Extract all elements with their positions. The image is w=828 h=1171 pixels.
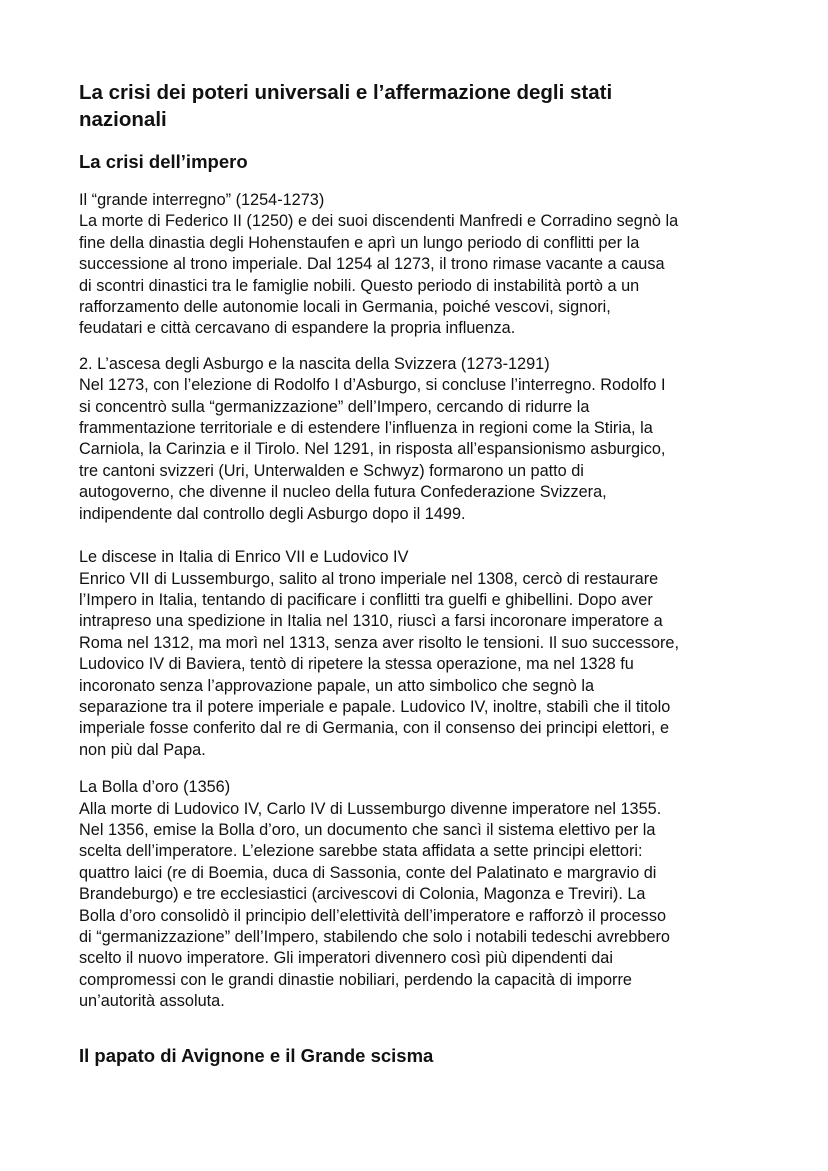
paragraph-line: tre cantoni svizzeri (Uri, Unterwalden e Schwyz) formarono un patto di <box>79 461 584 480</box>
paragraph-line: non più dal Papa. <box>79 740 206 759</box>
title-line: La crisi dei poteri universali e l’affermazione degli stati <box>79 81 613 104</box>
paragraph-line: Nel 1273, con l’elezione di Rodolfo I d’Asburgo, si concluse l’interregno. Rodolfo I <box>79 376 666 395</box>
document-page <box>79 79 779 1069</box>
paragraph-line: Brandeburgo) e tre ecclesiastici (arcivescovi di Colonia, Magonza e Treviri). La <box>79 885 646 904</box>
paragraph-line: autogoverno, che divenne il nucleo della futura Confederazione Svizzera, <box>79 483 607 502</box>
paragraph-line: indipendente dal controllo degli Asburgo dopo il 1499. <box>79 504 466 523</box>
section-heading-crisi-impero: La crisi dell’impero <box>79 151 248 172</box>
paragraph-line: Roma nel 1312, ma morì nel 1313, senza aver risolto le tensioni. Il suo successore, <box>79 633 679 652</box>
paragraph-line: fine della dinastia degli Hohenstaufen e aprì un lungo periodo di conflitti per la <box>79 233 640 252</box>
paragraph-line: Nel 1356, emise la Bolla d’oro, un documento che sancì il sistema elettivo per la <box>79 820 656 839</box>
paragraph-line: scelta dell’imperatore. L’elezione sarebbe stata affidata a sette principi elettori: <box>79 842 643 861</box>
paragraph-line: successione al trono imperiale. Dal 1254 al 1273, il trono rimase vacante a causa <box>79 255 665 274</box>
paragraph-line: rafforzamento delle autonomie locali in Germania, poiché vescovi, signori, <box>79 298 611 317</box>
paragraph-line: feudatari e città cercavano di espandere la propria influenza. <box>79 319 516 338</box>
paragraph-line: quattro laici (re di Boemia, duca di Sassonia, conte del Palatinato e margravio di <box>79 863 657 882</box>
title-line: nazionali <box>79 108 167 131</box>
paragraph <box>79 547 779 761</box>
paragraph <box>79 190 779 340</box>
paragraph-line: un’autorità assoluta. <box>79 992 225 1011</box>
paragraph-line: Bolla d’oro consolidò il principio dell’elettività dell’imperatore e rafforzò il processo <box>79 906 667 925</box>
paragraph <box>79 354 779 525</box>
paragraph-line: La morte di Federico II (1250) e dei suoi discendenti Manfredi e Corradino segnò la <box>79 212 679 231</box>
paragraph-line: di scontri dinastici tra le famiglie nobili. Questo periodo di instabilità portò a un <box>79 276 640 295</box>
paragraph-line: si concentrò sulla “germanizzazione” dell’Impero, cercando di ridurre la <box>79 397 590 416</box>
paragraph-line: Carniola, la Carinzia e il Tirolo. Nel 1291, in risposta all’espansionismo asburgico, <box>79 440 666 459</box>
paragraph-line: Enrico VII di Lussemburgo, salito al trono imperiale nel 1308, cercò di restaurare <box>79 569 659 588</box>
paragraph-line: imperiale fosse conferito dal re di Germania, con il consenso dei principi elettori, e <box>79 719 670 738</box>
paragraph-line: Ludovico IV di Baviera, tentò di ripetere la stessa operazione, ma nel 1328 fu <box>79 655 634 674</box>
paragraph-line: scelto il nuovo imperatore. Gli imperatori divennero così più dipendenti dai <box>79 949 613 968</box>
paragraph <box>79 777 779 1012</box>
subsection-title: Le discese in Italia di Enrico VII e Ludovico IV <box>79 548 409 567</box>
paragraph-line: separazione tra il potere imperiale e papale. Ludovico IV, inoltre, stabilì che il titolo <box>79 697 671 716</box>
paragraph-line: l’Impero in Italia, tentando di pacificare i conflitti tra guelfi e ghibellini. Dopo aver <box>79 590 653 609</box>
subsection-title: 2. L’ascesa degli Asburgo e la nascita della Svizzera (1273-1291) <box>79 354 550 373</box>
subsection-title: La Bolla d’oro (1356) <box>79 778 231 797</box>
section-heading-papato-avignone: Il papato di Avignone e il Grande scisma <box>79 1044 434 1066</box>
paragraph-line: compromessi con le grandi dinastie nobiliari, perdendo la capacità di imporre <box>79 970 632 989</box>
paragraph-line: frammentazione territoriale e di estendere l’influenza in regioni come la Stiria, la <box>79 419 653 438</box>
subsection-title: Il “grande interregno” (1254-1273) <box>79 191 325 209</box>
paragraph-line: intrapreso una spedizione in Italia nel 1310, riuscì a farsi incoronare imperatore a <box>79 612 663 631</box>
document-title <box>79 79 779 133</box>
paragraph-line: incoronato senza l’approvazione papale, un atto simbolico che segnò la <box>79 676 595 695</box>
paragraph-line: di “germanizzazione” dell’Impero, stabilendo che solo i notabili tedeschi avrebbero <box>79 928 670 946</box>
paragraph-line: Alla morte di Ludovico IV, Carlo IV di Lussemburgo divenne imperatore nel 1355. <box>79 799 662 818</box>
